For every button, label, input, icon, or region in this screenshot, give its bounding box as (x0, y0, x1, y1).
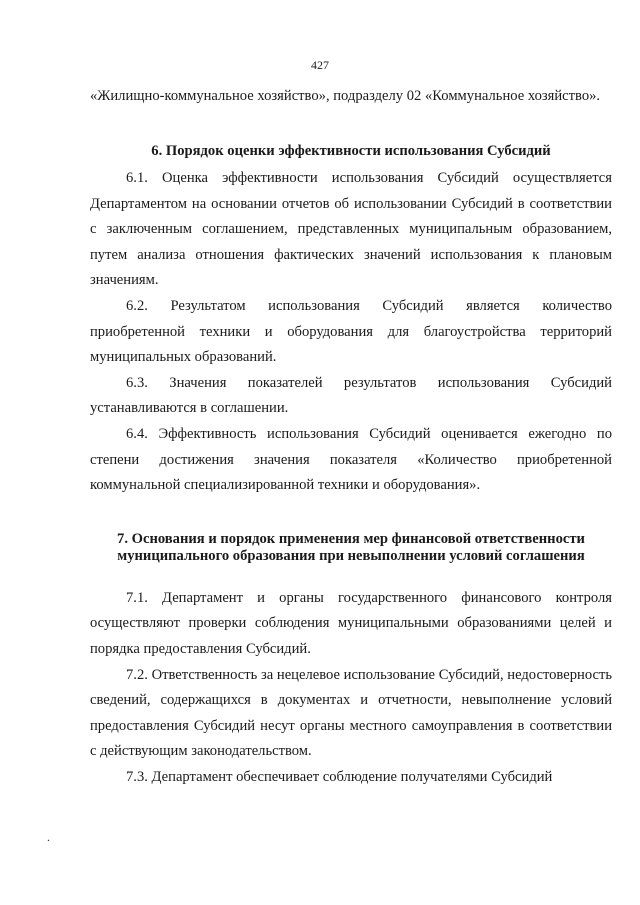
paragraph-7-2: 7.2. Ответственность за нецелевое использование Субсидий, недостоверность сведений, содержащихся в документах и отчетности, невыполнение условий предоставления Субсидий несут органы местного самоуправления в соответствии с действующим законодательством. (90, 666, 612, 760)
margin-mark: . (47, 830, 50, 844)
paragraph-6-1: 6.1. Оценка эффективности использования Субсидий осуществляется Департаментом на основании отчетов об использовании Субсидий в соответствии с заключенным соглашением, представленных муниципальным образованием, путем анализа отношения фактических значений использования к плановым значениям. (90, 170, 612, 289)
section-6-heading: 6. Порядок оценки эффективности использования Субсидий (151, 142, 551, 159)
paragraph-7-3: 7.3. Департамент обеспечивает соблюдение получателями Субсидий (126, 768, 553, 785)
paragraph-7-1: 7.1. Департамент и органы государственного финансового контроля осуществляют проверки соблюдения муниципальными образованиями целей и порядка предоставления Субсидий. (90, 589, 612, 657)
page-content (90, 84, 612, 791)
paragraph-6-3: 6.3. Значения показателей результатов использования Субсидий устанавливаются в соглашении. (90, 374, 612, 417)
section-7-heading: 7. Основания и порядок применения мер финансовой ответственности муниципального образования при невыполнении условий соглашения (117, 530, 585, 565)
paragraph-6-2: 6.2. Результатом использования Субсидий является количество приобретенной техники и оборудования для благоустройства территорий муниципальных образований. (90, 298, 612, 366)
page-number: 427 (311, 58, 329, 72)
intro-paragraph: «Жилищно-коммунальное хозяйство», подразделу 02 «Коммунальное хозяйство». (90, 88, 601, 104)
paragraph-6-4: 6.4. Эффективность использования Субсидий оценивается ежегодно по степени достижения значения показателя «Количество приобретенной коммунальной специализированной техники и оборудования». (90, 426, 612, 494)
